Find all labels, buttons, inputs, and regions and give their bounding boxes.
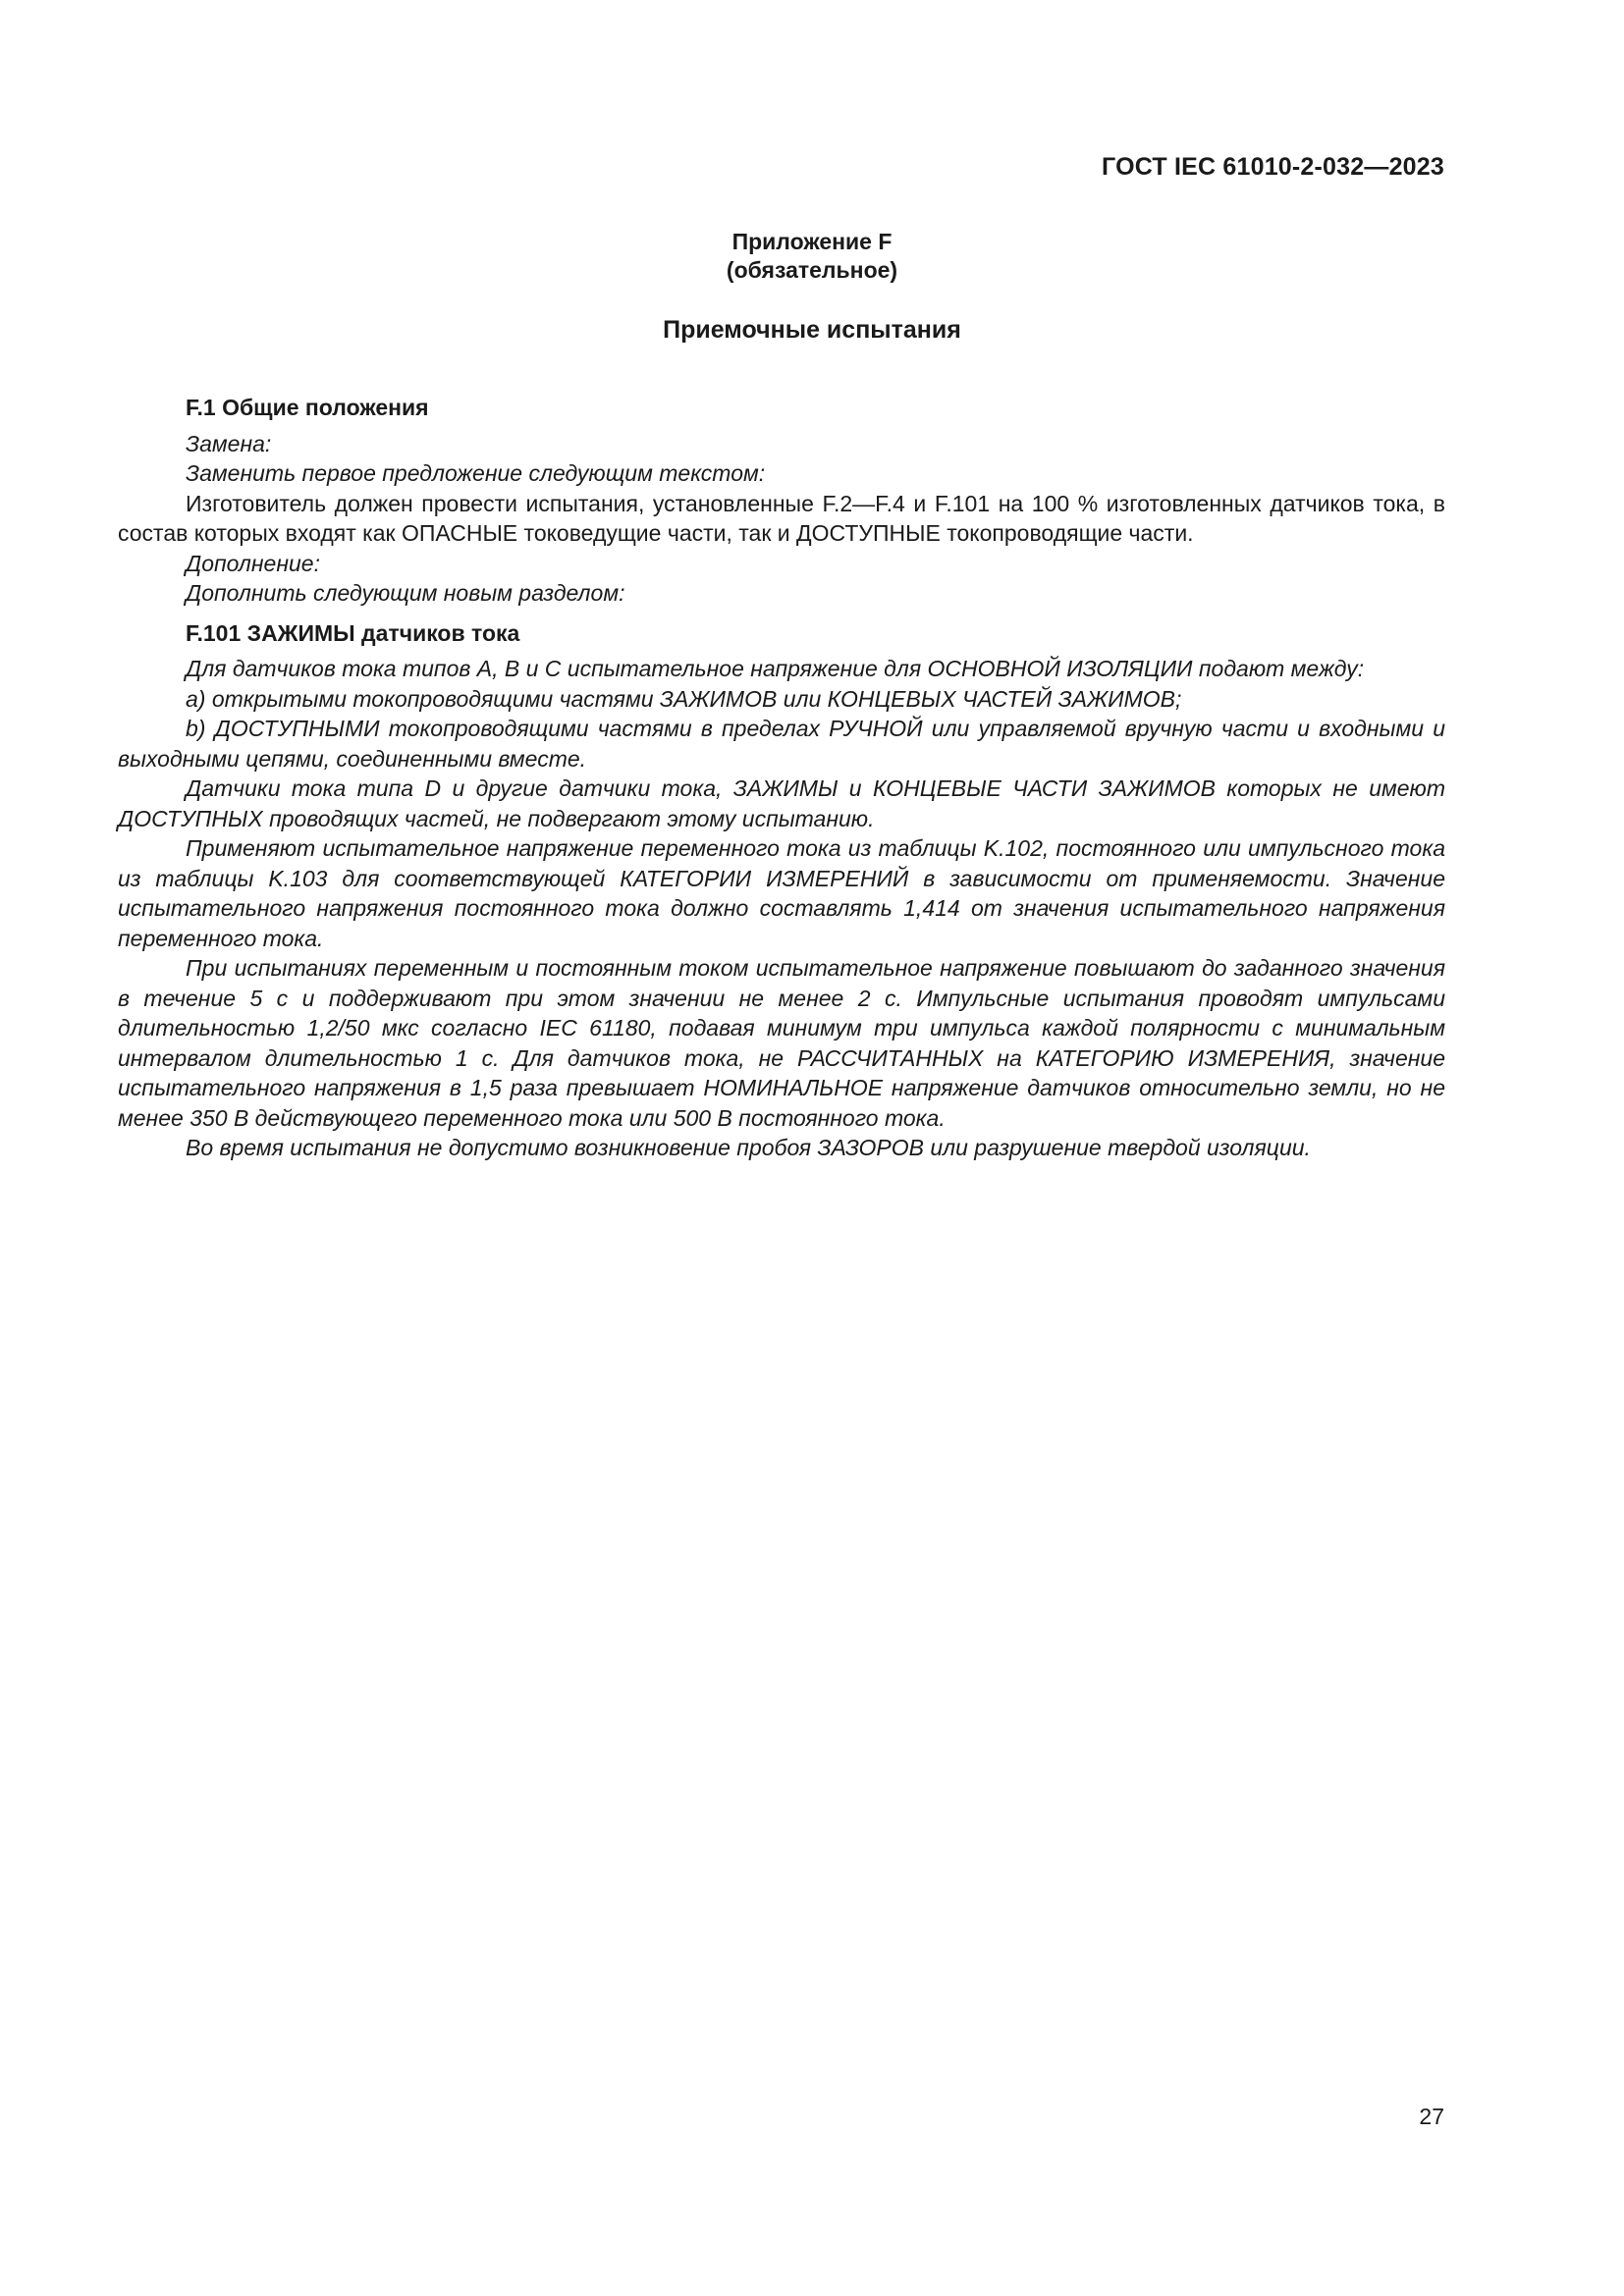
document-header: ГОСТ IEC 61010-2-032—2023 <box>1102 153 1444 181</box>
list-item-a: a) открытыми токопроводящими частями ЗАЖИМОВ или КОНЦЕВЫХ ЧАСТЕЙ ЗАЖИМОВ; <box>186 685 1182 712</box>
addition-label: Дополнение: <box>186 550 320 576</box>
addition-instruction: Дополнить следующим новым разделом: <box>186 580 625 606</box>
paragraph: При испытаниях переменным и постоянным током испытательное напряжение повышают до заданного значения в течение 5 с и поддерживают при этом значении не менее 2 с. Импульсные испытания проводят импульсами длительностью 1,2/50 мкс согласно IEC 61180, подавая минимум три импульса каждой полярности с минимальным интервалом длительностью 1 с. Для датчиков тока, не РАССЧИТАННЫХ на КАТЕГОРИЮ ИЗМЕРЕНИЯ, значение испытательного напряжения в 1,5 раза превышает НОМИНАЛЬНОЕ напряжение датчиков относительно земли, но не менее 350 В действующего переменного тока или 500 В постоянного тока. <box>118 955 1445 1131</box>
paragraph: Во время испытания не допустимо возникновение пробоя ЗАЗОРОВ или разрушение твердой изоляции. <box>186 1135 1311 1160</box>
replacement-text: Изготовитель должен провести испытания, установленные F.2—F.4 и F.101 на 100 % изготовленных датчиков тока, в состав которых входят как ОПАСНЫЕ токоведущие части, так и ДОСТУПНЫЕ токопроводящие части. <box>118 490 1445 546</box>
section-heading-f1: F.1 Общие положения <box>186 395 429 420</box>
annex-subtitle: Приемочные испытания <box>663 316 961 344</box>
annex-label: Приложение F <box>731 229 893 254</box>
list-item-b: b) ДОСТУПНЫМИ токопроводящими частями в пределах РУЧНОЙ или управляемой вручную части и входными и выходными цепями, соединенными вместе. <box>118 716 1445 772</box>
replacement-label: Замена: <box>186 430 272 456</box>
paragraph: Для датчиков тока типов A, B и C испытательное напряжение для ОСНОВНОЙ ИЗОЛЯЦИИ подают между: <box>186 656 1365 681</box>
paragraph: Применяют испытательное напряжение переменного тока из таблицы K.102, постоянного или импульсного тока из таблицы K.103 для соответствующей КАТЕГОРИИ ИЗМЕРЕНИЙ в зависимости от применяемости. Значение испытательного напряжения постоянного тока должно составлять 1,414 от значения испытательного напряжения переменного тока. <box>118 835 1445 951</box>
annex-title <box>0 228 1624 285</box>
paragraph: Датчики тока типа D и другие датчики тока, ЗАЖИМЫ и КОНЦЕВЫЕ ЧАСТИ ЗАЖИМОВ которых не имеют ДОСТУПНЫХ проводящих частей, не подвергают этому испытанию. <box>118 775 1445 831</box>
document-body <box>118 393 1445 1163</box>
page-number: 27 <box>1419 2104 1444 2129</box>
replacement-instruction: Заменить первое предложение следующим текстом: <box>186 460 766 486</box>
section-heading-f101: F.101 ЗАЖИМЫ датчиков тока <box>186 619 520 646</box>
annex-status: (обязательное) <box>726 257 898 283</box>
